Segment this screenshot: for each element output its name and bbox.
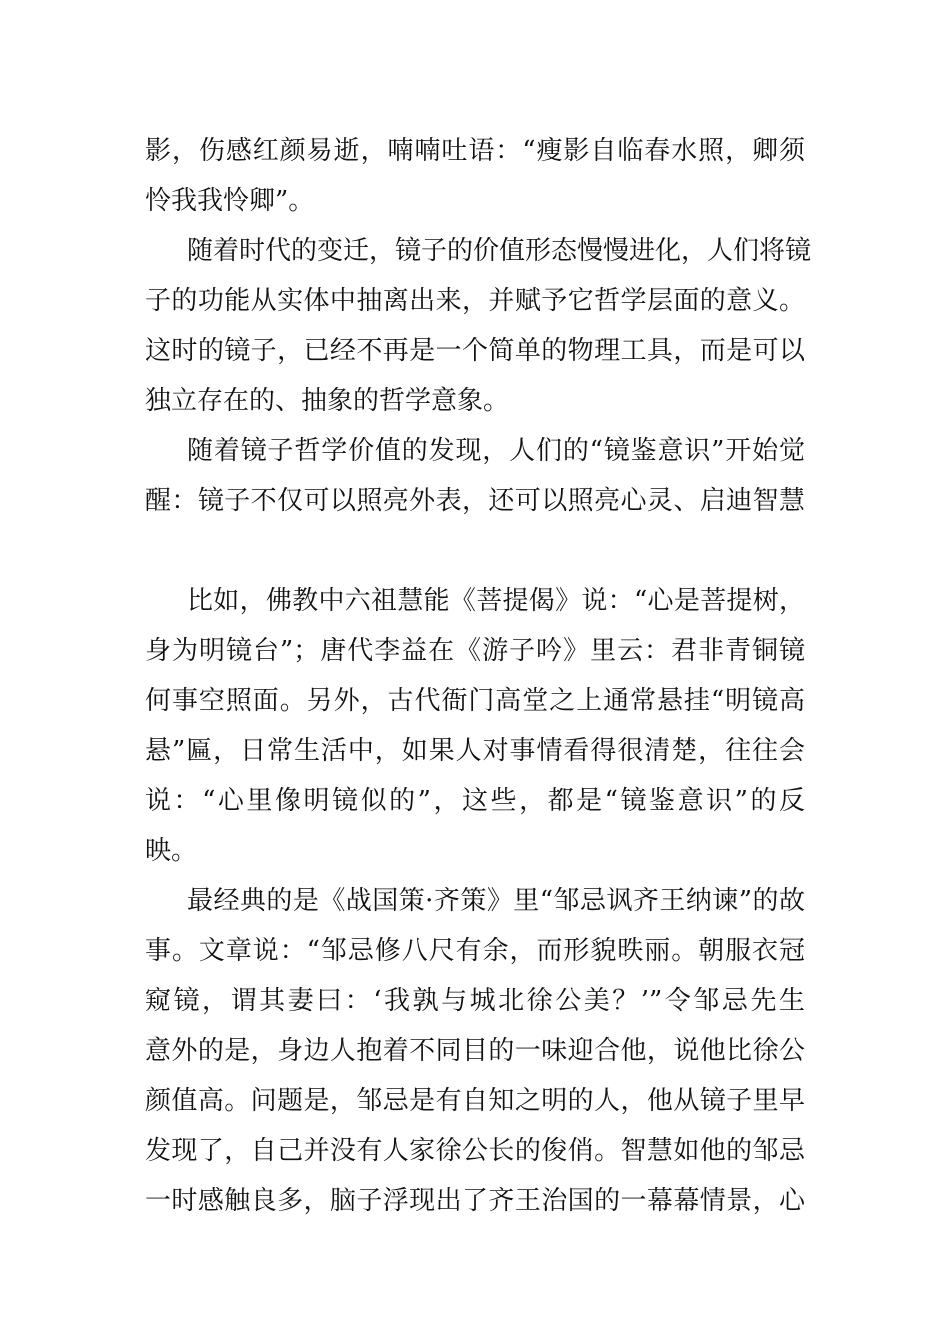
- text-line: 怜我我怜卿”。: [145, 186, 315, 216]
- text-line: 独立存在的、抽象的哲学意象。: [145, 386, 510, 416]
- text-line: 最经典的是《战国策·齐策》里“邹忌讽齐王纳谏”的故: [187, 886, 805, 916]
- text-line: 映。: [145, 836, 198, 866]
- text-line: 事。文章说：“邹忌修八尺有余，而形貌昳丽。朝服衣冠: [145, 936, 805, 966]
- text-line: 醒：镜子不仅可以照亮外表，还可以照亮心灵、启迪智慧: [145, 486, 805, 516]
- text-line: 影，伤感红颜易逝，喃喃吐语：“瘦影自临春水照，卿须: [145, 136, 805, 166]
- text-line: 发现了，自己并没有人家徐公长的俊俏。智慧如他的邹忌: [145, 1136, 805, 1166]
- text-line: 悬”匾，日常生活中，如果人对事情看得很清楚，往往会: [145, 736, 805, 766]
- text-line: 颜值高。问题是，邹忌是有自知之明的人，他从镜子里早: [145, 1086, 805, 1116]
- text-line: 意外的是，身边人抱着不同目的一味迎合他，说他比徐公: [145, 1036, 805, 1066]
- text-line: 何事空照面。另外，古代衙门高堂之上通常悬挂“明镜高: [145, 686, 805, 716]
- text-line: 比如，佛教中六祖慧能《菩提偈》说：“心是菩提树，: [187, 586, 805, 616]
- text-line: 随着时代的变迁，镜子的价值形态慢慢进化，人们将镜: [187, 236, 812, 266]
- text-line: 子的功能从实体中抽离出来，并赋予它哲学层面的意义。: [145, 286, 805, 316]
- text-line: 身为明镜台”；唐代李益在《游子吟》里云：君非青铜镜: [145, 636, 805, 666]
- text-line: 说：“心里像明镜似的”，这些，都是“镜鉴意识”的反: [145, 786, 805, 816]
- text-line: 这时的镜子，已经不再是一个简单的物理工具，而是可以: [145, 336, 805, 366]
- text-line: 一时感触良多，脑子浮现出了齐王治国的一幕幕情景，心: [145, 1186, 805, 1216]
- text-line: 窥镜，谓其妻曰：‘我孰与城北徐公美？’”令邹忌先生: [145, 986, 805, 1016]
- text-line: 随着镜子哲学价值的发现，人们的“镜鉴意识”开始觉: [187, 436, 805, 466]
